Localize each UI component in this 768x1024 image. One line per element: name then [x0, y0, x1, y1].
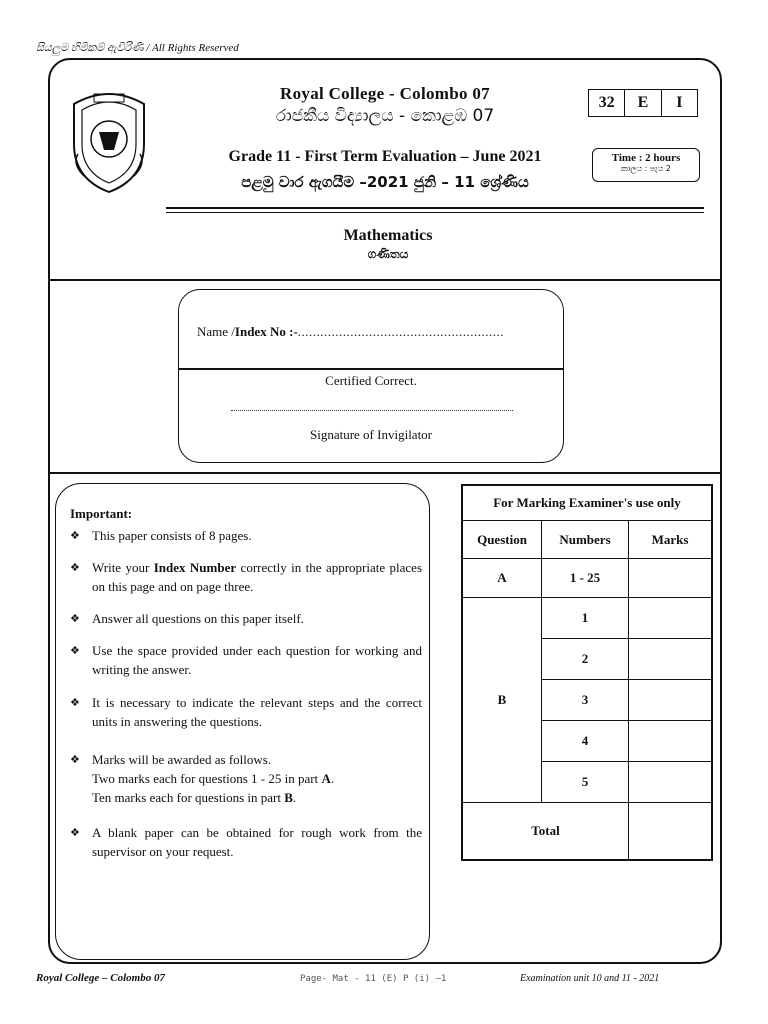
marks-cell-b4[interactable]	[629, 721, 712, 762]
index-label: Index No :-	[234, 324, 298, 339]
section-divider-bottom	[48, 472, 722, 474]
part-b-question: 1	[542, 598, 629, 639]
paper-code-part: I	[676, 94, 683, 111]
paper-code-number: 32	[589, 90, 625, 116]
instructions-title: Important:	[70, 506, 133, 521]
name-index-field[interactable]: .......................................................	[297, 324, 504, 339]
certified-correct: Certified Correct.	[325, 373, 417, 388]
marks-cell-a[interactable]	[629, 559, 712, 598]
instructions-box	[55, 483, 430, 960]
instruction-item: ❖ Write your Index Number correctly in the appropriate places on this page and on page three.	[70, 560, 423, 594]
signature-label: Signature of Invigilator	[309, 427, 433, 442]
part-b-question: 2	[542, 639, 629, 680]
col-header-numbers: Numbers	[542, 521, 629, 559]
time-sinhala: කාලය : පැය 2	[621, 164, 671, 173]
instruction-item: ❖ It is necessary to indicate the relevant steps and the correct units in answering the questions.	[70, 695, 422, 729]
signature-field[interactable]	[231, 410, 513, 411]
instruction-item: ❖ Marks will be awarded as follows. Two marks each for questions 1 - 25 in part A. Ten marks each for questions in part B.	[70, 752, 335, 805]
part-b-question: 5	[542, 762, 629, 803]
part-a-label: A	[463, 559, 542, 598]
section-divider-top	[48, 279, 722, 281]
footer-exam-unit: Examination unit 10 and 11 - 2021	[520, 973, 660, 984]
paper-code-medium: E	[625, 90, 661, 116]
instruction-item: ❖ A blank paper can be obtained for rough work from the supervisor on your request.	[70, 825, 422, 859]
total-label: Total	[463, 803, 629, 860]
bullet-icon: ❖	[70, 644, 80, 657]
marks-cell-b3[interactable]	[629, 680, 712, 721]
part-b-question: 4	[542, 721, 629, 762]
subject-sinhala: ගණිතය	[367, 247, 409, 261]
header-rule-thick	[166, 207, 704, 209]
instruction-item: ❖ This paper consists of 8 pages.	[70, 528, 252, 543]
time-box	[592, 148, 700, 182]
part-b-question: 3	[542, 680, 629, 721]
bullet-icon: ❖	[70, 696, 80, 709]
col-header-question: Question	[463, 521, 542, 559]
header-rule-thin	[166, 212, 704, 213]
bullet-icon: ❖	[70, 826, 80, 839]
bullet-icon: ❖	[70, 561, 80, 574]
college-crest-icon	[64, 84, 154, 194]
part-b-label: B	[463, 598, 542, 803]
candidate-box	[178, 289, 564, 463]
name-index-line	[197, 324, 504, 340]
candidate-box-divider	[179, 368, 563, 370]
instruction-item: ❖ Use the space provided under each question for working and writing the answer.	[70, 643, 422, 677]
exam-title-english: Grade 11 - First Term Evaluation – June 2021	[228, 148, 542, 165]
bullet-icon: ❖	[70, 529, 80, 542]
part-a-range: 1 - 25	[542, 559, 629, 598]
col-header-marks: Marks	[629, 521, 712, 559]
subject-english: Mathematics	[343, 227, 433, 244]
marks-cell-b1[interactable]	[629, 598, 712, 639]
marks-cell-b2[interactable]	[629, 639, 712, 680]
paper-code-box	[588, 89, 698, 117]
bullet-icon: ❖	[70, 612, 80, 625]
time-english: Time : 2 hours	[611, 152, 681, 164]
marking-table	[461, 484, 713, 861]
college-name-sinhala: රාජකීය විද්‍යාලය - කොළඹ 07	[275, 106, 495, 126]
college-name-english: Royal College - Colombo 07	[280, 84, 490, 103]
exam-title-sinhala: පළමු වාර ඇගයීම –2021 ජුනි – 11 ශ්‍රේණිය	[241, 173, 529, 191]
marking-title: For Marking Examiner's use only	[463, 486, 712, 521]
rights-notice: සියලුම හිමිකම් ඇවිරිණි / All Rights Reserved	[36, 42, 239, 54]
footer-page-code: Page- Mat - 11 (E) P (i) –1	[300, 974, 447, 984]
instruction-item: ❖ Answer all questions on this paper itself.	[70, 611, 304, 626]
marks-cell-b5[interactable]	[629, 762, 712, 803]
bullet-icon: ❖	[70, 753, 80, 766]
footer-college: Royal College – Colombo 07	[36, 972, 165, 984]
marks-cell-total[interactable]	[629, 803, 712, 860]
name-label: Name /	[197, 324, 235, 339]
